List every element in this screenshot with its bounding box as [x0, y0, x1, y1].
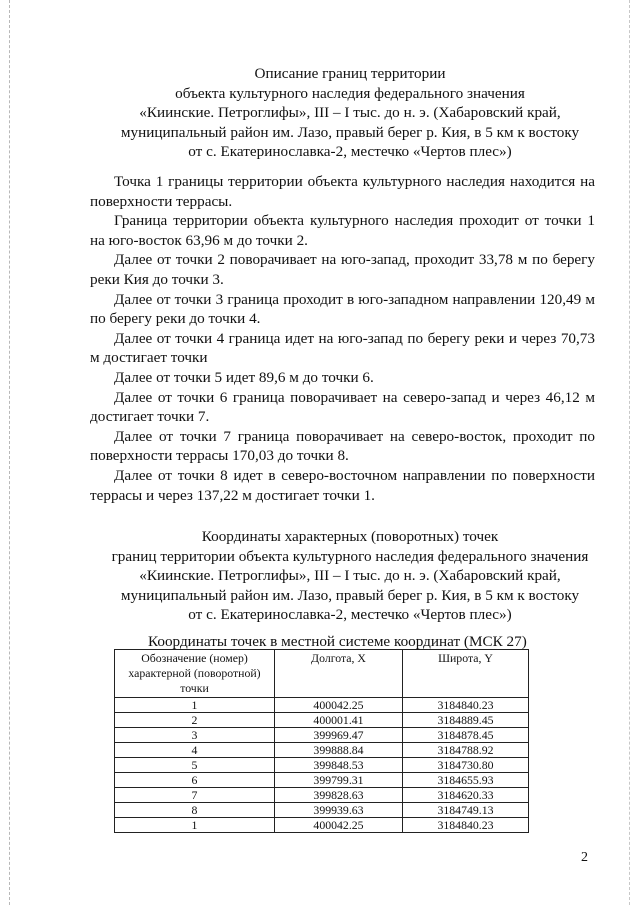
- column-header-y: Широта, Y: [403, 650, 529, 698]
- scan-edge-right: [629, 0, 630, 905]
- paragraph: Точка 1 границы территории объекта культурного наследия находится на поверхности террасы.: [90, 173, 595, 210]
- y-coordinate: 3184730.80: [403, 758, 529, 773]
- x-coordinate: 400042.25: [275, 698, 403, 713]
- column-header-point: Обозначение (номер) характерной (поворотной) точки: [115, 650, 275, 698]
- paragraph: Далее от точки 3 граница проходит в юго-западном направлении 120,49 м по берегу реки до точки 4.: [90, 290, 595, 328]
- page-number: 2: [581, 850, 588, 865]
- y-coordinate: 3184878.45: [403, 728, 529, 743]
- y-coordinate: 3184840.23: [403, 698, 529, 713]
- point-number: 3: [115, 728, 275, 743]
- x-coordinate: 399799.31: [275, 773, 403, 788]
- paragraph: Далее от точки 5 идет 89,6 м до точки 6.: [114, 368, 374, 386]
- title-line: от с. Екатеринославка-2, местечко «Чертов плес»): [188, 606, 512, 624]
- boundary-description-title: [90, 64, 610, 162]
- coordinates-table: [114, 649, 529, 833]
- paragraph: Далее от точки 6 граница поворачивает на северо-запад и через 46,12 м достигает точки 7.: [90, 388, 595, 426]
- title-line: муниципальный район им. Лазо, правый берег р. Кия, в 5 км к востоку: [120, 586, 580, 604]
- column-header-x: Долгота, X: [275, 650, 403, 698]
- table-row: [115, 758, 529, 773]
- y-coordinate: 3184655.93: [403, 773, 529, 788]
- boundary-description-body: [90, 172, 595, 505]
- y-coordinate: 3184749.13: [403, 803, 529, 818]
- point-number: 1: [115, 698, 275, 713]
- paragraph: Далее от точки 8 идет в северо-восточном направлении по поверхности террасы и через 137,22 м достигает точки 1.: [90, 466, 595, 504]
- x-coordinate: 400042.25: [275, 818, 403, 833]
- x-coordinate: 399848.53: [275, 758, 403, 773]
- title-line: Описание границ территории: [254, 65, 446, 82]
- point-number: 4: [115, 743, 275, 758]
- x-coordinate: 399888.84: [275, 743, 403, 758]
- x-coordinate: 399969.47: [275, 728, 403, 743]
- point-number: 1: [115, 818, 275, 833]
- table-row: [115, 698, 529, 713]
- title-line: «Киинские. Петроглифы», III – I тыс. до н. э. (Хабаровский край,: [139, 567, 561, 585]
- coordinates-section-title: [90, 527, 610, 625]
- title-line: границ территории объекта культурного наследия федерального значения: [111, 547, 589, 565]
- title-line: «Киинские. Петроглифы», III – I тыс. до н. э. (Хабаровский край,: [139, 104, 561, 122]
- title-line: объекта культурного наследия федерального значения: [175, 84, 525, 102]
- table-row: [115, 773, 529, 788]
- x-coordinate: 399828.63: [275, 788, 403, 803]
- title-line: муниципальный район им. Лазо, правый берег р. Кия, в 5 км к востоку: [120, 123, 580, 141]
- point-number: 6: [115, 773, 275, 788]
- x-coordinate: 400001.41: [275, 713, 403, 728]
- scan-edge-left: [9, 0, 10, 905]
- y-coordinate: 3184620.33: [403, 788, 529, 803]
- point-number: 5: [115, 758, 275, 773]
- point-number: 7: [115, 788, 275, 803]
- point-number: 2: [115, 713, 275, 728]
- x-coordinate: 399939.63: [275, 803, 403, 818]
- table-row: [115, 743, 529, 758]
- paragraph: Далее от точки 2 поворачивает на юго-запад, проходит 33,78 м по берегу реки Кия до точки 3.: [90, 251, 595, 288]
- title-line: Координаты характерных (поворотных) точек: [201, 528, 499, 545]
- table-row: [115, 728, 529, 743]
- y-coordinate: 3184889.45: [403, 713, 529, 728]
- table-row: [115, 713, 529, 728]
- table-row: [115, 803, 529, 818]
- paragraph: Далее от точки 4 граница идет на юго-запад по берегу реки и через 70,73 м достигает точки: [90, 329, 595, 367]
- title-line: от с. Екатеринославка-2, местечко «Чертов плес»): [188, 143, 512, 161]
- table-row: [115, 788, 529, 803]
- paragraph: Граница территории объекта культурного наследия проходит от точки 1 на юго-восток 63,96 м до точки 2.: [90, 212, 595, 249]
- y-coordinate: 3184788.92: [403, 743, 529, 758]
- point-number: 8: [115, 803, 275, 818]
- table-row: [115, 818, 529, 833]
- paragraph: Далее от точки 7 граница поворачивает на северо-восток, проходит по поверхности террасы 170,03 до точки 8.: [90, 427, 595, 465]
- table-caption: Координаты точек в местной системе координат (МСК 27): [148, 633, 527, 650]
- y-coordinate: 3184840.23: [403, 818, 529, 833]
- table-header-row: [115, 650, 529, 698]
